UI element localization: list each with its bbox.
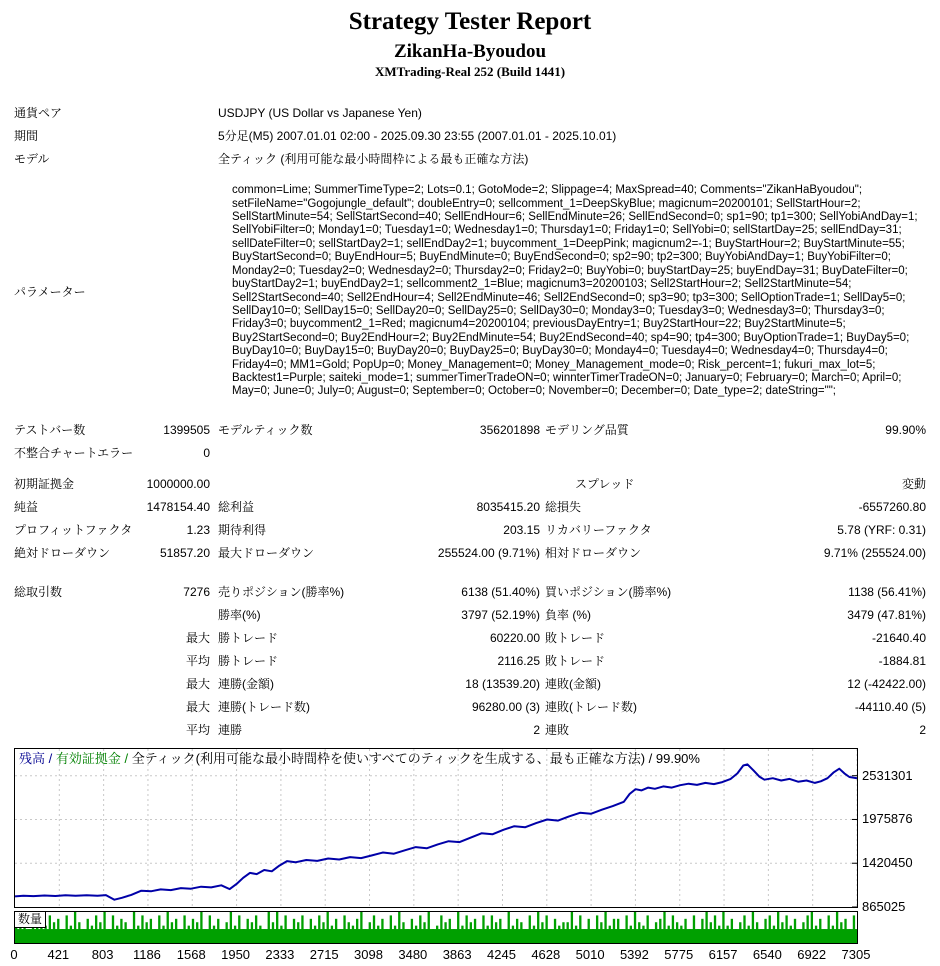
stat-value: 1399505 [163, 423, 210, 437]
volume-svg [15, 912, 857, 943]
x-tick-label: 803 [91, 947, 114, 962]
stat-value: 356201898 [479, 423, 540, 437]
symbol-value: USDJPY (US Dollar vs Japanese Yen) [218, 106, 422, 120]
stat-value: 2 [919, 723, 926, 737]
period-value: 5分足(M5) 2007.01.01 02:00 - 2025.09.30 23:55 (2007.01.01 - 2025.10.01) [218, 129, 617, 143]
stat-value: 変動 [901, 477, 926, 491]
model-label: モデル [14, 152, 50, 166]
ea-name: ZikanHa-Byoudou [393, 41, 547, 62]
x-tick-label: 2715 [309, 947, 339, 962]
stat-value: -21640.40 [871, 631, 926, 645]
stat-value: 3479 (47.81%) [847, 608, 926, 622]
stat-value: 6138 (51.40%) [461, 585, 540, 599]
table-row [14, 519, 926, 542]
stat-qualifier: 最大 [185, 700, 210, 714]
legend-model-note: 全ティック(利用可能な最小時間枠を使いすべてのティックを生成する、最も正確な方法) / 99.90% [131, 751, 700, 766]
stat-label: モデリング品質 [545, 423, 629, 437]
y-tick-label: 865025 [862, 899, 906, 914]
stat-value: 8035415.20 [476, 500, 540, 514]
table-row [14, 581, 926, 604]
table-row [14, 542, 926, 565]
stat-value: 2 [533, 723, 540, 737]
x-tick-label: 7305 [841, 947, 871, 962]
x-tick-label: 5392 [619, 947, 649, 962]
volume-panel [14, 911, 858, 944]
balance-chart [14, 748, 858, 908]
stat-value: 9.71% (255524.00) [823, 546, 926, 560]
x-axis-labels [10, 947, 871, 964]
x-tick-label: 5010 [575, 947, 605, 962]
stat-label: 売りポジション(勝率%) [218, 585, 345, 599]
x-tick-label: 4245 [487, 947, 516, 962]
stat-value: 2116.25 [497, 654, 540, 668]
page-title: Strategy Tester Report [348, 8, 592, 35]
report-header [0, 0, 940, 81]
stats-table [14, 102, 926, 742]
table-row [14, 650, 926, 673]
table-row [14, 696, 926, 719]
x-tick-label: 1186 [132, 947, 161, 962]
stat-label: 総取引数 [14, 585, 63, 599]
table-row [14, 719, 926, 742]
stat-label: 勝トレード [218, 654, 279, 668]
stat-label: 連敗(トレード数) [545, 700, 637, 714]
stat-value: 7276 [183, 585, 210, 599]
stat-label: スプレッド [575, 477, 635, 491]
y-axis-labels [862, 748, 938, 914]
table-row [14, 627, 926, 650]
period-label: 期間 [14, 129, 39, 143]
stat-value: 3797 (52.19%) [461, 608, 540, 622]
symbol-label: 通貨ペア [14, 106, 63, 120]
stat-value: 1478154.40 [146, 500, 210, 514]
x-tick-label: 421 [47, 947, 70, 962]
x-tick-label: 6157 [708, 947, 738, 962]
stat-label: 連勝(トレード数) [218, 700, 310, 714]
x-tick-label: 6540 [752, 947, 782, 962]
stat-label: 勝トレード [218, 631, 279, 645]
balance-chart-svg [15, 749, 857, 907]
stat-value: 1.23 [186, 523, 210, 537]
stat-value: -1884.81 [878, 654, 926, 668]
parameters-row [14, 171, 926, 412]
stat-label: 純益 [14, 500, 39, 514]
y-tick-label: 1975876 [862, 811, 913, 827]
x-tick-label: 0 [10, 947, 18, 962]
x-tick-label: 4628 [531, 947, 561, 962]
stat-label: リカバリーファクタ [545, 523, 652, 537]
stat-value: 1138 (56.41%) [848, 585, 926, 599]
y-tick-label: 2531301 [862, 767, 913, 783]
stat-qualifier: 平均 [185, 723, 210, 737]
stat-value: 51857.20 [159, 546, 210, 560]
table-row [14, 604, 926, 627]
stat-qualifier: 最大 [185, 677, 210, 691]
parameters-value: common=Lime; SummerTimeType=2; Lots=0.1; GotoMode=2; Slippage=4; MaxSpread=40; Comments="ZikanHaByoudou"; setFileName="Gogojungle_default"; doubleEntry=0; sellcomment_1=DeepSkyBlue; magicnum=20200101; SellStartHour=2; SellStartMinute=54; SellStartSecond=40; SellEndHour=6; SellEndMinute=26; SellEndSecond=0; sp1=90; tp1=300; SellYobiAndDay=1; SellYobiFilter=0; Monday1=0; Tuesday1=0; Wednesday1=0; Thursday1=0; Friday1=0; SellYobi=0; sellStartDay=25; sellEndDay=31; sellDateFilter=0; sellStartDay2=1; sellEndDay2=1; buycomment_1=DeepPink; magicnum2=-1; BuyStartHour=2; BuyStartMinute=55; BuyStartSecond=0; BuyEndHour=5; BuyEndMinute=0; BuyEndSecond=0; sp2=90; tp2=300; BuyYobiAndDay=1; BuyYobiFilter=0; Monday2=0; Tuesday2=0; Wednesday2=0; Thursday2=0; Friday2=0; BuyYobi=0; buyStartDay=25; buyEndDay=31; BuyDateFilter=0; buyStartDay2=1; buyEndDay2=1; sellcomment2_1=Blue; magicnum3=20200103; Sell2StartHour=2; Sell2StartMinute=54; Sell2StartSecond=40; Sell2EndHour=4; Sell2EndMinute=46; Sell2EndSecond=0; sp3=90; tp3=300; SellOptionTrade=1; SellDay5=0; SellDay10=0; SellDay15=0; SellDay20=0; SellDay25=0; SellDay30=0; Monday3=0; Tuesday3=0; Wednesday3=0; Thursday3=0; Friday3=0; buycomment2_1=Red; magicnum4=20200104; previousDayEntry=1; Buy2StartHour=22; Buy2StartMinute=5; Buy2StartSecond=0; Buy2EndHour=2; Buy2EndMinute=54; Buy2EndSecond=40; sp4=90; tp4=300; BuyOptionTrade=1; BuyDay5=0; BuyDay10=0; BuyDay15=0; BuyDay20=0; BuyDay25=0; BuyDay30=0; Monday4=0; Tuesday4=0; Wednesday4=0; Thursday4=0; Friday4=0; MM1=Gold; PopUp=0; Money_Management=0; Money_Management_mode=0; Risk_percent=1; fukuri_max_lot=5; Backtest1=Purple; saiteki_mode=1; summerTimerTradeON=0; winnterTimerTradeON=0; January=0; February=0; March=0; April=0; May=0; June=0; July=0; August=0; September=0; October=0; November=0; December=0; Date_type=2; dateString=""; [232, 184, 918, 398]
legend-balance: 残高 [19, 751, 46, 766]
parameters-label: パラメーター [14, 285, 86, 299]
stat-label: 敗トレード [545, 631, 606, 645]
stat-label: プロフィットファクタ [14, 523, 133, 537]
y-tick-label: 1420450 [862, 855, 913, 871]
stat-label: モデルティック数 [218, 423, 313, 437]
account-build: XMTrading-Real 252 (Build 1441) [374, 64, 566, 79]
x-tick-label: 2333 [265, 947, 295, 962]
table-row [14, 442, 926, 465]
stat-value: 12 (-42422.00) [847, 677, 926, 691]
stat-qualifier: 最大 [185, 631, 210, 645]
x-tick-label: 1950 [221, 947, 251, 962]
stat-value: 0 [203, 446, 210, 460]
stat-label: 初期証拠金 [14, 477, 75, 491]
table-row [14, 473, 926, 496]
stat-label: 連敗(金額) [545, 677, 601, 691]
chart-legend: 残高 / 有効証拠金 / 全ティック(利用可能な最小時間枠を使いすべてのティックを生成する、最も正確な方法) / 99.90% [19, 751, 700, 766]
equity-chart-section [0, 748, 940, 966]
volume-label: 数量 [15, 912, 46, 928]
stat-value: 255524.00 (9.71%) [437, 546, 540, 560]
x-tick-label: 5775 [664, 947, 694, 962]
stat-label: 総利益 [218, 500, 255, 514]
stat-label: 不整合チャートエラー [14, 446, 134, 460]
table-row [14, 419, 926, 442]
table-row [14, 125, 926, 148]
stat-label: 勝率(%) [218, 608, 261, 622]
table-row [14, 673, 926, 696]
model-value: 全ティック (利用可能な最小時間枠による最も正確な方法) [218, 152, 529, 166]
table-row [14, 102, 926, 125]
stat-label: 期待利得 [218, 523, 267, 537]
stat-label: 連勝 [218, 723, 243, 737]
x-tick-label: 6922 [797, 947, 827, 962]
x-tick-label: 3098 [354, 947, 383, 962]
stat-value: 60220.00 [489, 631, 540, 645]
stat-label: テストバー数 [14, 423, 86, 437]
stat-label: 連勝(金額) [218, 677, 274, 691]
x-tick-label: 1568 [176, 947, 206, 962]
stat-value: 203.15 [503, 523, 540, 537]
stat-value: 5.78 (YRF: 0.31) [837, 523, 926, 537]
stat-label: 絶対ドローダウン [14, 546, 111, 560]
stat-value: -44110.40 (5) [854, 700, 926, 714]
stat-label: 相対ドローダウン [545, 546, 642, 560]
stat-label: 買いポジション(勝率%) [545, 585, 672, 599]
stat-value: 99.90% [885, 423, 926, 437]
stat-value: 96280.00 (3) [471, 700, 540, 714]
stat-label: 敗トレード [545, 654, 606, 668]
x-tick-label: 3863 [442, 947, 472, 962]
stat-label: 総損失 [545, 500, 582, 514]
stat-value: -6557260.80 [858, 500, 926, 514]
legend-equity: 有効証拠金 [55, 751, 121, 766]
table-row [14, 148, 926, 171]
stat-label: 連敗 [545, 723, 570, 737]
stat-qualifier: 平均 [185, 654, 210, 668]
x-tick-label: 3480 [398, 947, 428, 962]
table-row [14, 496, 926, 519]
stat-label: 最大ドローダウン [218, 546, 315, 560]
stat-label: 負率 (%) [545, 608, 591, 622]
stat-value: 1000000.00 [146, 477, 210, 491]
stat-value: 18 (13539.20) [465, 677, 540, 691]
